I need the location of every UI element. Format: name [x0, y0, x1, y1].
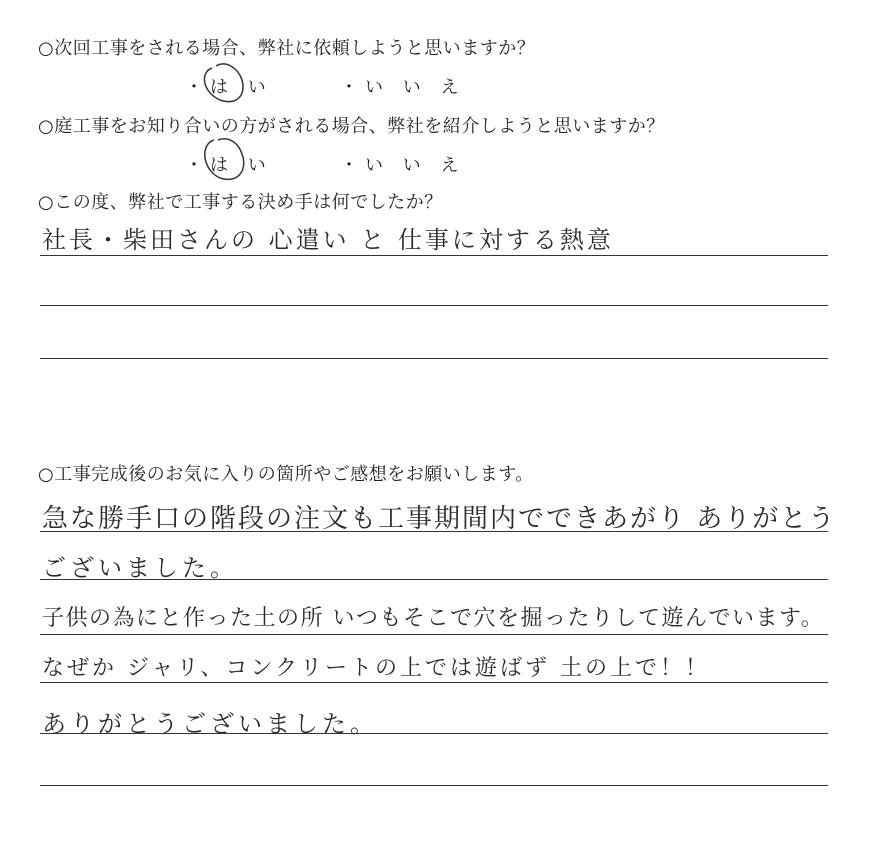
answer-line — [40, 682, 828, 683]
q4-handwritten-line-1: 急な勝手口の階段の注文も工事期間内でできあがり ありがとう — [42, 504, 837, 534]
question-3: ○この度、弊社で工事する決め手は何でしたか？ — [38, 192, 443, 213]
question-2: ○庭工事をお知り合いの方がされる場合、弊社を紹介しようと思いますか？ — [38, 116, 665, 137]
answer-line — [40, 531, 828, 532]
q2-option-yes[interactable]: ・は い — [185, 155, 273, 176]
question-4: ○工事完成後のお気に入りの箇所やご感想をお願いします。 — [38, 464, 534, 485]
q3-handwritten-answer: 社長・柴田さんの 心遣い と 仕事に対する熱意 — [42, 226, 614, 254]
q1-option-yes[interactable]: ・は い — [185, 77, 273, 98]
q2-option-no[interactable]: ・い い え — [340, 155, 466, 176]
answer-line — [40, 579, 828, 580]
q4-handwritten-line-2: ございました。 — [42, 554, 238, 582]
answer-line — [40, 634, 828, 635]
answer-line — [40, 358, 828, 359]
q4-handwritten-line-4: なぜか ジャリ、コンクリートの上では遊ばず 土の上で！！ — [42, 656, 711, 681]
answer-line — [40, 733, 828, 734]
q4-handwritten-line-5: ありがとうございました。 — [42, 710, 378, 738]
answer-line — [40, 785, 828, 786]
q1-option-no[interactable]: ・い い え — [340, 77, 466, 98]
question-1: ○次回工事をされる場合、弊社に依頼しようと思いますか？ — [38, 38, 536, 59]
q4-handwritten-line-3: 子供の為にと作った土の所 いつもそこで穴を掘ったりして遊んでいます。 — [42, 606, 825, 631]
answer-line — [40, 305, 828, 306]
answer-line — [40, 255, 828, 256]
